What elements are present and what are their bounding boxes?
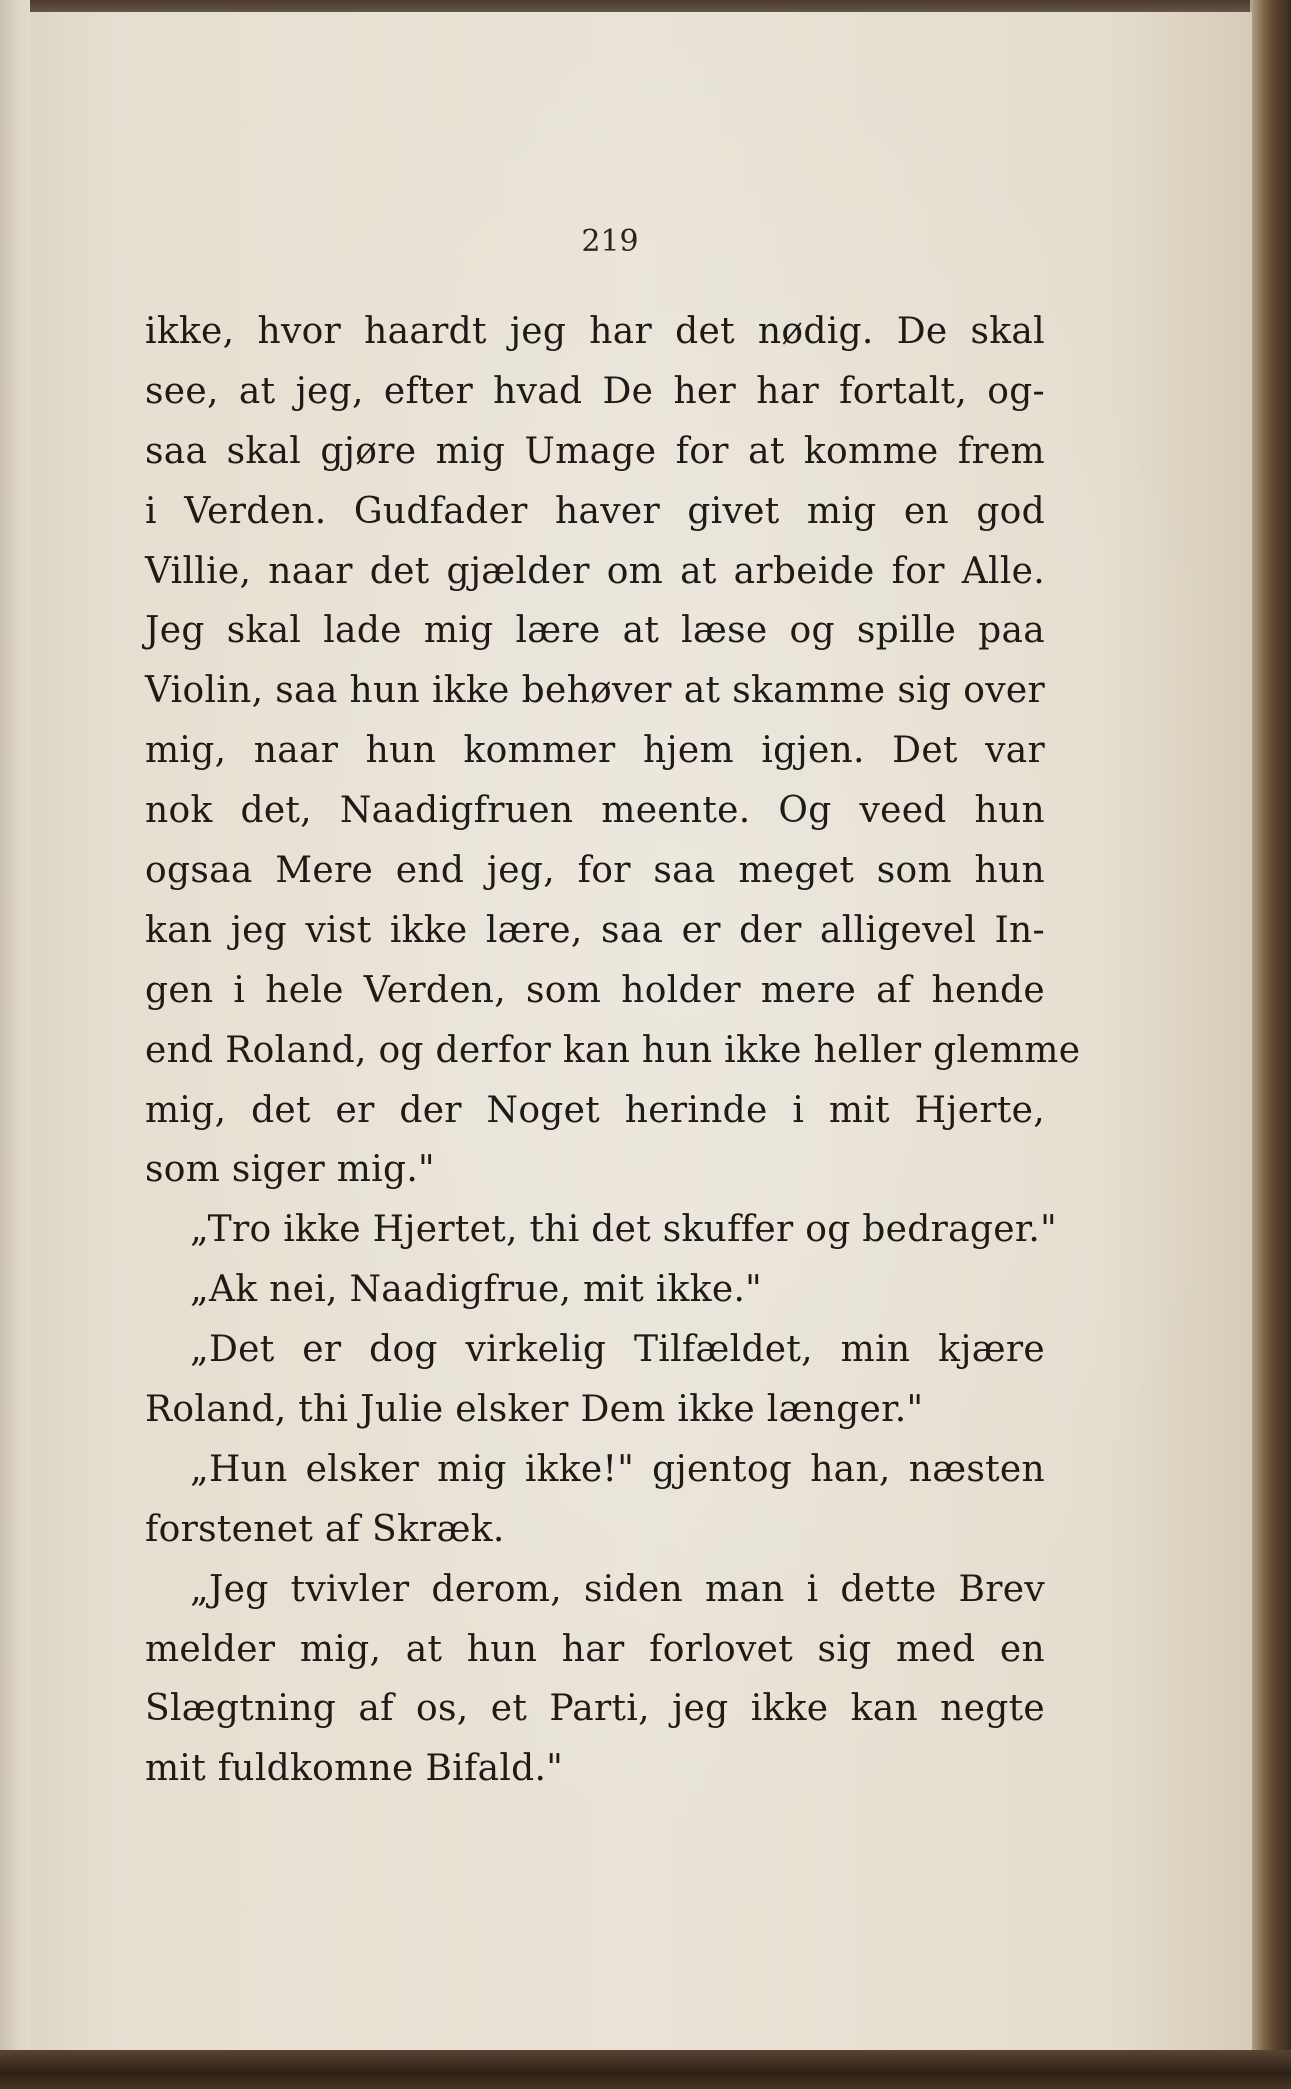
- text-line: Jeg skal lade mig lære at læse og spille paa: [145, 610, 1045, 652]
- text-line: melder mig, at hun har forlovet sig med en: [145, 1628, 1045, 1670]
- text-line: Violin, saa hun ikke behøver at skamme sig over: [145, 670, 1045, 712]
- text-line: „Det er dog virkelig Tilfældet, min kjære: [190, 1329, 1045, 1371]
- text-line: „Hun elsker mig ikke!" gjentog han, næsten: [190, 1448, 1045, 1490]
- text-line: mig, naar hun kommer hjem igjen. Det var: [145, 730, 1045, 772]
- text-line: nok det, Naadigfruen meente. Og veed hun: [145, 790, 1045, 832]
- text-line: end Roland, og derfor kan hun ikke heller glemme: [145, 1029, 1081, 1071]
- body-text: [145, 302, 1081, 1799]
- text-line: kan jeg vist ikke lære, saa er der alligevel In-: [145, 909, 1045, 951]
- text-line: see, at jeg, efter hvad De her har fortalt, og-: [145, 370, 1045, 412]
- text-line: som siger mig.": [145, 1149, 435, 1191]
- text-line: i Verden. Gudfader haver givet mig en god: [145, 490, 1045, 532]
- book-page: [30, 12, 1252, 2052]
- text-line: „Tro ikke Hjertet, thi det skuffer og bedrager.": [190, 1209, 1057, 1251]
- text-line: mit fuldkomne Bifald.": [145, 1748, 564, 1790]
- text-line: saa skal gjøre mig Umage for at komme frem: [145, 430, 1045, 472]
- text-line: „Jeg tvivler derom, siden man i dette Brev: [190, 1568, 1045, 1610]
- text-line: ikke, hvor haardt jeg har det nødig. De skal: [145, 311, 1045, 352]
- text-line: Roland, thi Julie elsker Dem ikke længer.": [145, 1389, 924, 1431]
- text-line: Slægtning af os, et Parti, jeg ikke kan negte: [145, 1688, 1045, 1730]
- text-line: gen i hele Verden, som holder mere af hende: [145, 969, 1045, 1011]
- page-bottom-edge: [0, 2050, 1291, 2089]
- book-spine-edge: [1250, 0, 1291, 2089]
- text-line: Villie, naar det gjælder om at arbeide for Alle.: [145, 550, 1045, 592]
- page-left-edge: [0, 0, 30, 2089]
- text-line: forstenet af Skræk.: [145, 1508, 505, 1550]
- text-line: ogsaa Mere end jeg, for saa meget som hun: [145, 850, 1045, 892]
- text-line: mig, det er der Noget herinde i mit Hjerte,: [145, 1089, 1045, 1131]
- text-line: „Ak nei, Naadigfrue, mit ikke.": [190, 1269, 763, 1311]
- page-number: 219: [581, 224, 639, 259]
